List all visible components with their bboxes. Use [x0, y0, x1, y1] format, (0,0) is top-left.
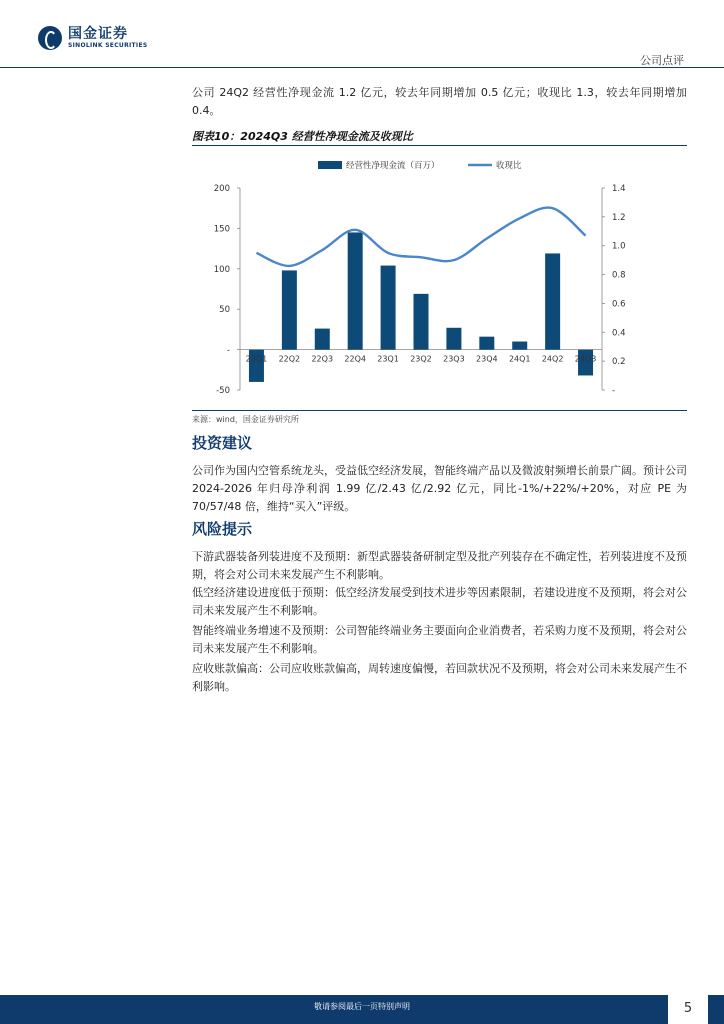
- category-label: 24Q3: [574, 354, 597, 364]
- cashflow-bar: [282, 270, 297, 349]
- figure-title: 图表10：2024Q3 经营性净现金流及收现比: [192, 130, 413, 143]
- category-label: 23Q1: [377, 354, 399, 364]
- logo-icon: [38, 26, 62, 50]
- figure-top-rule: [192, 145, 687, 146]
- risk-item-3: 智能终端业务增速不及预期：公司智能终端业务主要面向企业消费者，若采购力度不及预期，将会对公司未来发展产生不利影响。: [192, 624, 687, 655]
- legend-line-label: 收现比: [496, 161, 522, 171]
- cashflow-bar: [414, 294, 429, 350]
- category-label: 23Q2: [410, 354, 432, 364]
- category-label: 24Q1: [508, 354, 531, 364]
- right-tick-label: 0.2: [612, 357, 626, 368]
- category-label: 23Q3: [443, 354, 465, 364]
- left-tick-label: -50: [216, 386, 230, 396]
- cashflow-bar: [512, 342, 527, 350]
- right-tick-label: 0.6: [612, 299, 626, 310]
- intro-paragraph: 公司 24Q2 经营性净现金流 1.2 亿元，较去年同期增加 0.5 亿元；收现比 1.3，较去年同期增加 0.4。: [192, 86, 687, 117]
- risk-item-1: 下游武器装备列装进度不及预期：新型武器装备研制定型及批产列装存在不确定性，若列装进度不及预期，将会对公司未来发展产生不利影响。: [192, 550, 687, 581]
- left-tick-label: -: [226, 345, 230, 356]
- cashflow-bar: [545, 253, 560, 349]
- risk-heading: 风险提示: [192, 520, 253, 538]
- logo-en-text: SINOLINK SECURITIES: [68, 42, 148, 49]
- left-tick-label: 50: [219, 305, 230, 316]
- page-number: 5: [668, 994, 708, 1024]
- figure-source: 来源：wind，国金证券研究所: [192, 415, 299, 424]
- right-tick-label: 1.4: [612, 184, 626, 194]
- cashflow-bar: [446, 328, 461, 350]
- invest-heading: 投资建议: [192, 434, 253, 452]
- category-label: 23Q1: [245, 354, 268, 364]
- category-label: 22Q3: [311, 354, 334, 364]
- right-tick-label: 1.0: [612, 241, 626, 252]
- right-tick-label: -: [612, 386, 616, 396]
- right-tick-label: 1.2: [612, 212, 626, 223]
- collection-ratio-line: [256, 208, 585, 266]
- document-type: 公司点评: [640, 54, 684, 67]
- company-logo: [38, 26, 147, 50]
- legend-bar-swatch: [318, 161, 342, 169]
- category-label: 22Q2: [278, 354, 301, 364]
- legend-bar-label: 经营性净现金流（百万）: [346, 161, 440, 171]
- risk-item-2: 低空经济建设进度低于预期：低空经济发展受到技术进步等因素限制，若建设进度不及预期，将会对公司未来发展产生不利影响。: [192, 586, 687, 617]
- footer-disclaimer: 敬请参阅最后一页特别声明: [314, 1002, 410, 1011]
- cashflow-chart: [192, 148, 687, 410]
- risk-item-4: 应收账款偏高：公司应收账款偏高，周转速度偏慢，若回款状况不及预期，将会对公司未来发展产生不利影响。: [192, 662, 687, 693]
- cashflow-bar: [315, 329, 330, 350]
- right-tick-label: 0.8: [612, 270, 626, 281]
- category-label: 23Q4: [476, 354, 498, 364]
- category-label: 22Q4: [344, 354, 366, 364]
- left-tick-label: 200: [213, 184, 230, 194]
- invest-paragraph: 公司作为国内空管系统龙头，受益低空经济发展，智能终端产品以及微波射频增长前景广阔。预计公司 2024-2026 年归母净利润 1.99 亿/2.43 亿/2.92 亿元，同比-1%/+22%/+20%，对应 PE 为 70/57/48 倍，维持“买入”评级。: [192, 464, 687, 513]
- category-label: 24Q2: [541, 354, 564, 364]
- header-divider: [0, 67, 724, 68]
- figure-bottom-rule: [192, 410, 687, 411]
- left-tick-label: 150: [213, 224, 230, 235]
- logo-cn-text: 国金证券: [68, 26, 128, 42]
- cashflow-bar: [381, 266, 396, 350]
- cashflow-bar: [479, 337, 494, 350]
- cashflow-bar: [348, 232, 363, 349]
- right-tick-label: 0.4: [612, 328, 626, 339]
- page-header: [0, 0, 724, 70]
- left-tick-label: 100: [213, 264, 230, 275]
